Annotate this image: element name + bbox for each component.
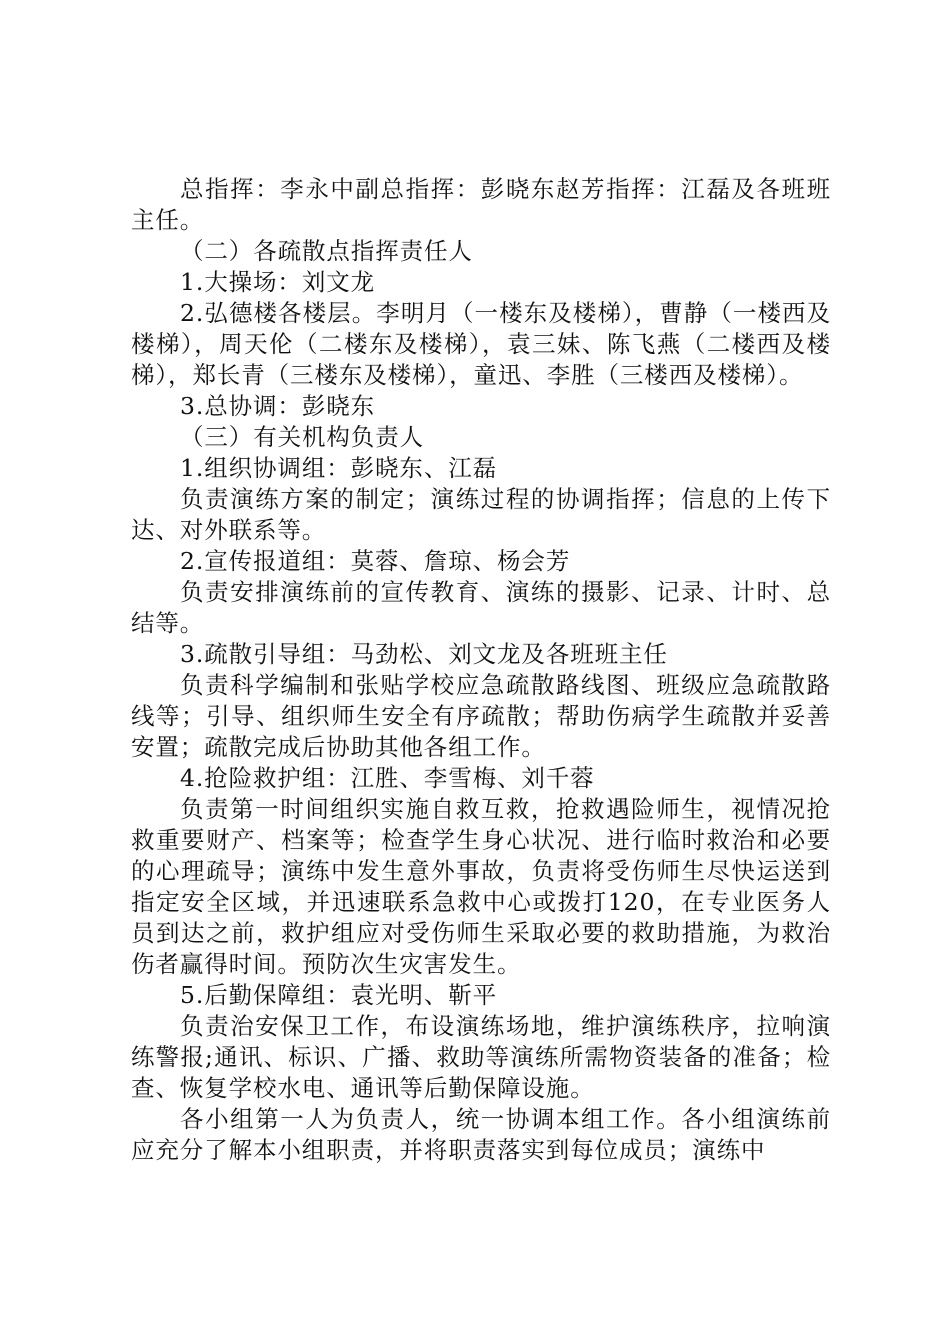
section-heading-2: （二）各疏散点指挥责任人: [180, 237, 473, 265]
group-title: 4.抢险救护组：江胜、李雪梅、刘千蓉: [180, 764, 595, 792]
group-title: 2.宣传报道组：莫蓉、詹琼、杨会芳: [180, 547, 571, 575]
group-duty: 负责安排演练前的宣传教育、演练的摄影、记录、计时、总结等。: [131, 578, 831, 637]
document-body: [131, 174, 831, 1166]
closing-paragraph: 各小组第一人为负责人，统一协调本组工作。各小组演练前应充分了解本小组职责，并将职责落实到每位成员；演练中: [131, 1105, 831, 1164]
group-duty: 负责治安保卫工作，布设演练场地，维护演练秩序，拉响演练警报;通讯、标识、广播、救助等演练所需物资装备的准备；检查、恢复学校水电、通讯等后勤保障设施。: [131, 1012, 831, 1102]
group-duty: 负责演练方案的制定；演练过程的协调指挥；信息的上传下达、对外联系等。: [131, 485, 831, 544]
group-title: 1.组织协调组：彭晓东、江磊: [180, 454, 498, 482]
commander-list: 总指挥：李永中副总指挥：彭晓东赵芳指挥：江磊及各班班主任。: [131, 175, 831, 234]
group-title: 5.后勤保障组：袁光明、靳平: [180, 981, 498, 1009]
group-title: 3.疏散引导组：马劲松、刘文龙及各班班主任: [180, 640, 668, 668]
list-item: 2.弘德楼各楼层。李明月（一楼东及楼梯），曹静（一楼西及楼梯），周天伦（二楼东及楼梯），袁三妹、陈飞燕（二楼西及楼梯），郑长青（三楼东及楼梯），童迅、李胜（三楼西及楼梯）。: [131, 299, 831, 389]
section-heading-3: （三）有关机构负责人: [180, 423, 424, 451]
list-item: 1.大操场：刘文龙: [180, 268, 376, 296]
group-duty: 负责科学编制和张贴学校应急疏散路线图、班级应急疏散路线等；引导、组织师生安全有序疏散；帮助伤病学生疏散并妥善安置；疏散完成后协助其他各组工作。: [131, 671, 831, 761]
group-duty: 负责第一时间组织实施自救互救，抢救遇险师生，视情况抢救重要财产、档案等；检查学生身心状况、进行临时救治和必要的心理疏导；演练中发生意外事故，负责将受伤师生尽快运送到指定安全区域，并迅速联系急救中心或拨打120，在专业医务人员到达之前，救护组应对受伤师生采取必要的救助措施，为救治伤者赢得时间。预防次生灾害发生。: [131, 795, 831, 978]
list-item: 3.总协调：彭晓东: [180, 392, 376, 420]
